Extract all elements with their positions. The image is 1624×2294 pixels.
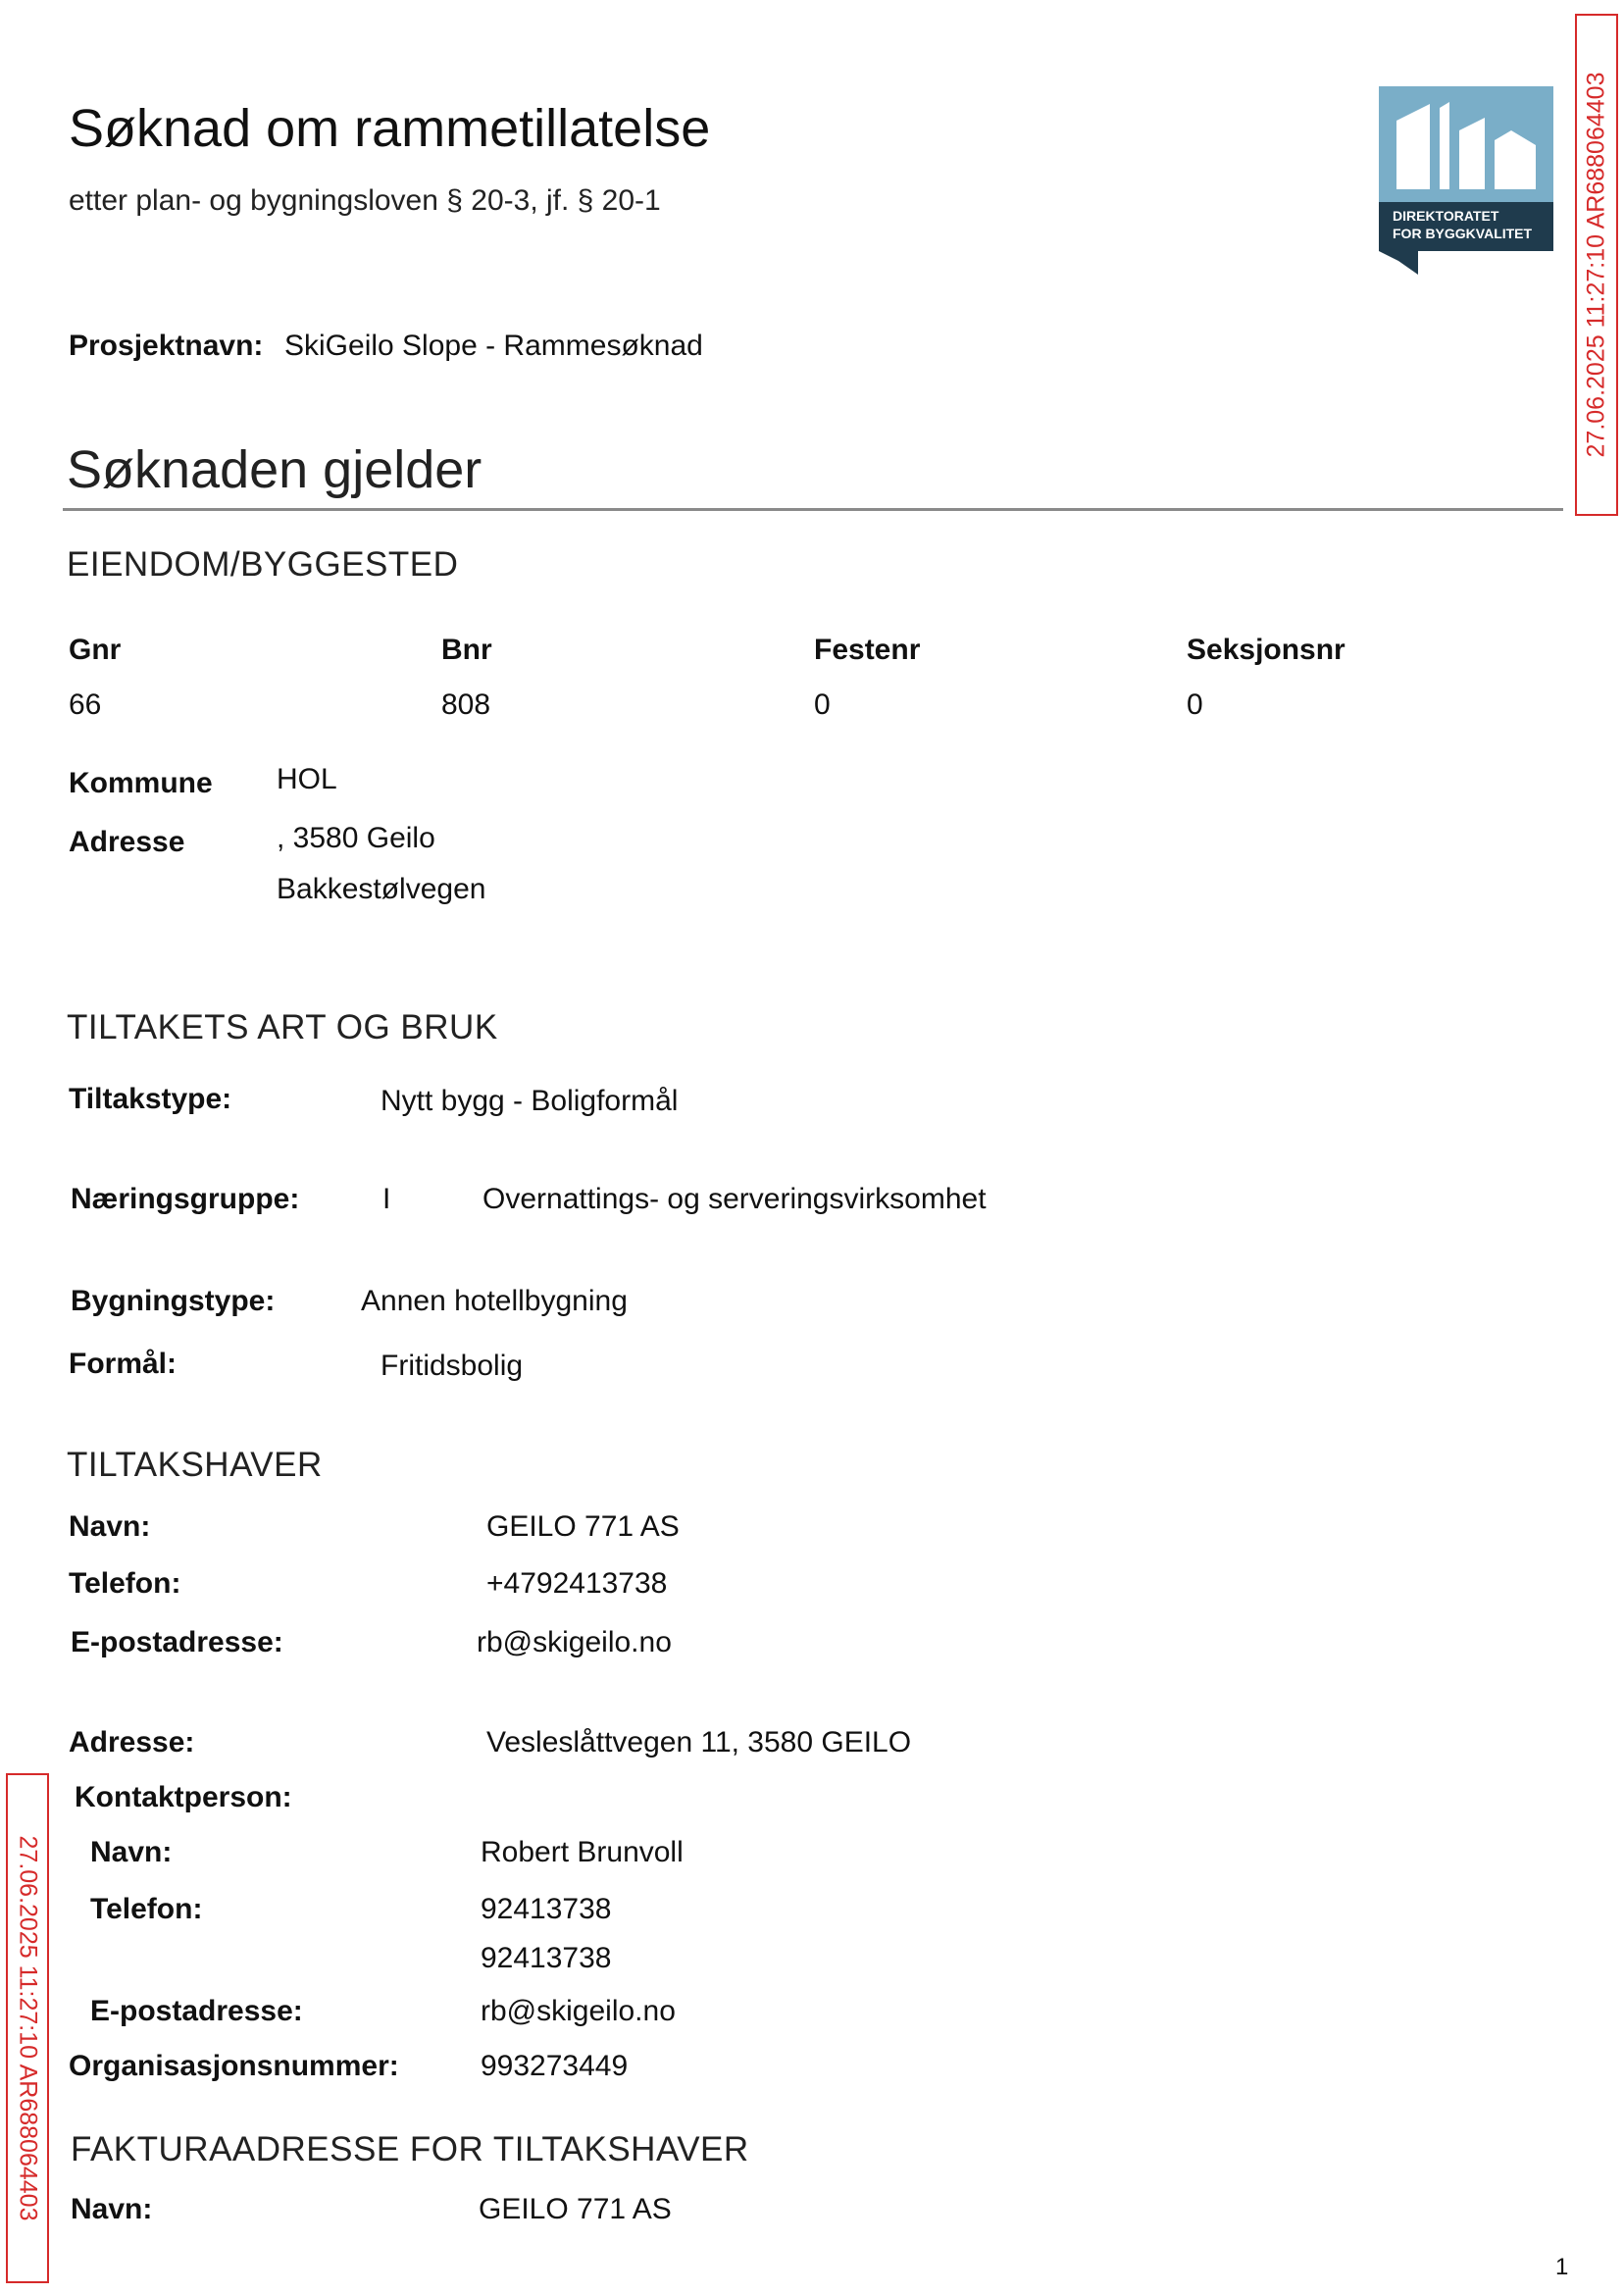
faktura-navn-label: Navn: xyxy=(71,2193,153,2225)
adresse-line1: , 3580 Geilo xyxy=(277,822,435,854)
orgnr-value: 993273449 xyxy=(481,2050,629,2082)
tiltakstype-label: Tiltakstype: xyxy=(69,1083,232,1115)
naeringsgruppe-label: Næringsgruppe: xyxy=(71,1183,300,1215)
tiltakshaver-epost-value: rb@skigeilo.no xyxy=(477,1626,672,1658)
festenr-value: 0 xyxy=(814,688,831,721)
document-title: Søknad om rammetillatelse xyxy=(69,99,711,158)
tiltakshaver-adresse-label: Adresse: xyxy=(69,1726,195,1759)
kontakt-epost-value: rb@skigeilo.no xyxy=(481,1995,676,2027)
property-heading: EIENDOM/BYGGESTED xyxy=(67,545,459,584)
tiltak-heading: TILTAKETS ART OG BRUK xyxy=(67,1008,498,1046)
dibk-logo xyxy=(1379,86,1553,275)
kontakt-epost-label: E-postadresse: xyxy=(90,1995,303,2027)
bygningstype-label: Bygningstype: xyxy=(71,1285,276,1317)
tiltakshaver-navn-label: Navn: xyxy=(69,1510,151,1543)
seksjonsnr-value: 0 xyxy=(1187,688,1203,721)
festenr-label: Festenr xyxy=(814,634,921,666)
naeringsgruppe-value: Overnattings- og serveringsvirksomhet xyxy=(482,1183,987,1215)
logo-line1: DIREKTORATET xyxy=(1393,208,1499,224)
bnr-label: Bnr xyxy=(441,634,492,666)
kontakt-telefon-label: Telefon: xyxy=(90,1893,203,1925)
gnr-value: 66 xyxy=(69,688,102,721)
section-title: Søknaden gjelder xyxy=(67,440,482,499)
dibk-logo-icon xyxy=(1379,86,1553,275)
tiltakshaver-telefon-value: +4792413738 xyxy=(486,1567,668,1600)
adresse-line2: Bakkestølvegen xyxy=(277,873,486,905)
kommune-value: HOL xyxy=(277,763,337,795)
project-name-value: SkiGeilo Slope - Rammesøknad xyxy=(284,330,703,362)
formal-label: Formål: xyxy=(69,1348,178,1380)
tiltakshaver-navn-value: GEILO 771 AS xyxy=(486,1510,680,1543)
document-subtitle: etter plan- og bygningsloven § 20-3, jf. § 20-1 xyxy=(69,184,661,217)
bnr-value: 808 xyxy=(441,688,491,721)
naeringsgruppe-code: I xyxy=(382,1183,391,1215)
kontaktperson-label: Kontaktperson: xyxy=(75,1781,292,1813)
adresse-label: Adresse xyxy=(69,826,185,858)
orgnr-label: Organisasjonsnummer: xyxy=(69,2050,399,2082)
stamp-text: 27.06.2025 11:27:10 AR688064403 xyxy=(1582,72,1610,458)
gnr-label: Gnr xyxy=(69,634,122,666)
kontakt-telefon-value-1: 92413738 xyxy=(481,1893,612,1925)
seksjonsnr-label: Seksjonsnr xyxy=(1187,634,1345,666)
timestamp-stamp-right xyxy=(1575,14,1618,516)
kontakt-navn-value: Robert Brunvoll xyxy=(481,1836,684,1868)
timestamp-stamp-left xyxy=(6,1773,49,2283)
project-name-label: Prosjektnavn: xyxy=(69,330,264,362)
section-divider xyxy=(63,508,1563,511)
kontakt-telefon-value-2: 92413738 xyxy=(481,1942,612,1974)
kontakt-navn-label: Navn: xyxy=(90,1836,173,1868)
tiltakshaver-adresse-value: Vesleslåttvegen 11, 3580 GEILO xyxy=(486,1726,912,1759)
tiltakshaver-epost-label: E-postadresse: xyxy=(71,1626,283,1658)
faktura-heading: FAKTURAADRESSE FOR TILTAKSHAVER xyxy=(71,2130,749,2168)
tiltakshaver-heading: TILTAKSHAVER xyxy=(67,1446,323,1484)
bygningstype-value: Annen hotellbygning xyxy=(361,1285,628,1317)
stamp-text: 27.06.2025 11:27:10 AR688064403 xyxy=(14,1835,42,2221)
tiltakstype-value: Nytt bygg - Boligformål xyxy=(381,1085,679,1117)
faktura-navn-value: GEILO 771 AS xyxy=(479,2193,672,2225)
page-number: 1 xyxy=(1555,2254,1569,2280)
kommune-label: Kommune xyxy=(69,767,213,799)
formal-value: Fritidsbolig xyxy=(381,1350,524,1382)
logo-line2: FOR BYGGKVALITET xyxy=(1393,226,1533,241)
tiltakshaver-telefon-label: Telefon: xyxy=(69,1567,181,1600)
